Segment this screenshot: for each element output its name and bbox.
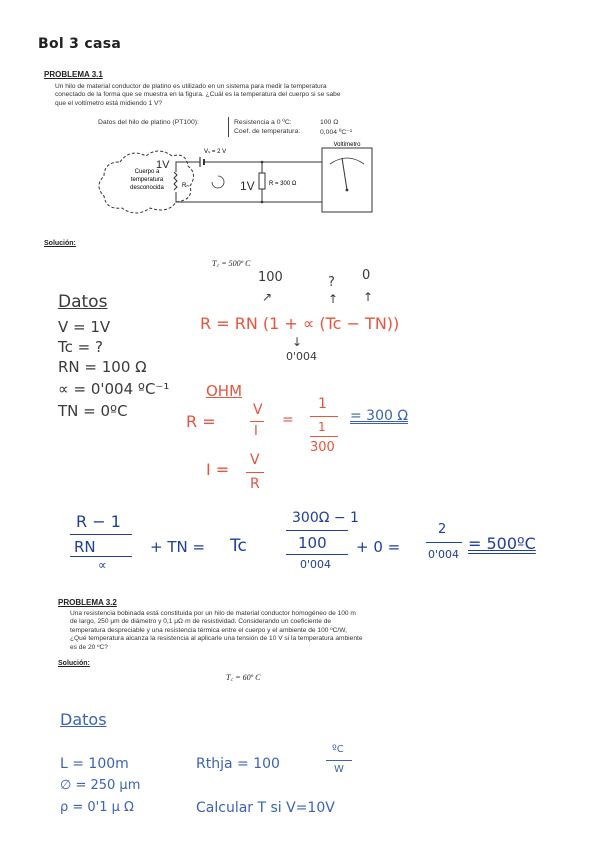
big-frac-num: 2 [438, 522, 447, 537]
big-tc: Tc [230, 536, 247, 556]
hand2-line: ∅ = 250 μm [60, 778, 141, 793]
big-frac-num: 300Ω − 1 [292, 510, 359, 526]
page-title: Bol 3 casa [38, 36, 122, 52]
big-frac-num: R − 1 [76, 512, 121, 531]
arrow-up-icon: ↑ [363, 290, 374, 304]
big-plus-tn: + TN = [150, 538, 206, 556]
rn-element [174, 172, 177, 190]
body-label-line: Cuerpo a [134, 169, 160, 175]
frac-mid: 1 [318, 420, 326, 434]
big-frac-den: 0'004 [428, 548, 460, 561]
ann-zero: 0 [362, 268, 371, 283]
big-frac-den: RN [74, 538, 96, 556]
resistor-label: R = 300 Ω [269, 181, 297, 187]
statement-line: Un hilo de material conductor de platino es utilizado en un sistema para medir la temperatura [55, 83, 327, 90]
statement-line: de largo, 250 μm de diámetro y 0,1 μΩ·m de resistividad. Considerando un coeficiente de [70, 618, 332, 626]
problem-3-1-heading: PROBLEMA 3.1 [44, 70, 103, 79]
hand2-rth-den: W [334, 764, 344, 775]
frac-den: R [250, 476, 260, 492]
big-frac-den: 100 [298, 534, 327, 552]
meter-scale [330, 158, 364, 164]
hand2-rth-num: ºC [332, 744, 344, 755]
hand-data-line: TN = 0ºC [58, 402, 128, 420]
problem-3-2-heading: PROBLEMA 3.2 [58, 598, 117, 607]
big-result: = 500ºC [468, 534, 536, 553]
platinum-data-label: Datos del hilo de platino (PT100): [98, 119, 199, 126]
frac-num: V [250, 452, 260, 468]
problem-3-2-statement [70, 610, 430, 652]
statement-line: que el voltímetro está midiendo 1 V? [55, 99, 163, 107]
hand-i-eq: I = [206, 460, 230, 479]
ann-question: ? [328, 275, 335, 290]
solution-label: Solución: [58, 660, 90, 667]
statement-line: conectado de la forma que se muestra en la figura. ¿Cuál es la temperatura del cuerpo si se sabe [55, 91, 341, 99]
frac-num: 1 [318, 396, 327, 412]
meter-needle [342, 158, 347, 190]
hand2-datos-heading: Datos [60, 710, 107, 729]
data-row [234, 128, 353, 136]
ann-0004: 0'004 [286, 350, 318, 363]
big-plus-zero: + 0 = [356, 538, 401, 556]
hand-datos-heading: Datos [58, 292, 108, 312]
big-frac-bot: 0'004 [300, 558, 332, 571]
data-divider [228, 117, 229, 137]
hand-data-line: V = 1V [58, 318, 111, 336]
hand-data-line: Tc = ? [58, 338, 103, 356]
arrow-up-icon: ↑ [328, 292, 339, 306]
result-3-1: T꜀ = 500º C [212, 259, 251, 268]
frac-den: 300 [310, 440, 335, 455]
voltmeter-label: Voltímetro [333, 142, 361, 148]
current-arrow [212, 176, 224, 188]
solution-label: Solución: [44, 240, 76, 247]
hand2-line: ρ = 0'1 μ Ω [60, 800, 134, 815]
data-value: 100 Ω [320, 119, 339, 126]
data-key: Resistencia a 0 ºC: [234, 119, 292, 126]
hand-1v-top: 1V [156, 159, 170, 171]
data-value: 0,004 ºC⁻¹ [320, 129, 353, 136]
hand-1v-mid: 1V [240, 179, 255, 193]
hand-ohm-r: R = [186, 412, 216, 431]
body-label-line: desconocida [130, 185, 164, 191]
big-frac-bot: ∝ [98, 558, 107, 572]
frac-num: V [253, 402, 263, 418]
circuit-diagram [90, 140, 400, 220]
equals-sign: = [282, 412, 294, 428]
hand-formula: R = RN (1 + ∝ (Tc − TN)) [200, 314, 400, 333]
ann-100: 100 [258, 270, 283, 285]
rn-label: Rₙ [182, 183, 189, 189]
problem-3-1-statement [55, 83, 405, 108]
source-label: Vₛ = 2 V [204, 149, 227, 155]
result-3-2: T꜀ = 60º C [226, 673, 261, 682]
data-key: Coef. de temperatura: [234, 128, 301, 135]
hand2-calc: Calcular T si V=10V [196, 800, 335, 816]
statement-line: temperatura despreciable y una resistencia térmica entre el cuerpo y el ambiente de 100 ºC/W, [70, 626, 347, 634]
frac-den: I [254, 424, 258, 439]
statement-line: Una resistencia bobinada está constituida por un hilo de material conductor homogéneo de 100 m [70, 610, 356, 617]
data-row [234, 119, 339, 126]
resistor-r [259, 173, 265, 189]
arrow-down-icon: ↓ [292, 335, 303, 349]
body-label-line: temperatura [130, 177, 164, 183]
hand-ohm-result: = 300 Ω [350, 408, 409, 424]
hand-data-line: ∝ = 0'004 ºC⁻¹ [58, 380, 170, 398]
statement-line: es de 20 ºC? [70, 643, 108, 651]
hand-ohm-heading: OHM [206, 382, 243, 400]
hand2-line: L = 100m [60, 756, 129, 772]
hand2-rth: Rthja = 100 [196, 756, 280, 772]
arrow-up-icon: ↗ [262, 290, 273, 304]
statement-line: ¿Qué temperatura alcanza la resistencia al aplicarle una tensión de 10 V si la temperatura ambiente [70, 635, 363, 643]
hand-data-line: RN = 100 Ω [58, 358, 147, 376]
